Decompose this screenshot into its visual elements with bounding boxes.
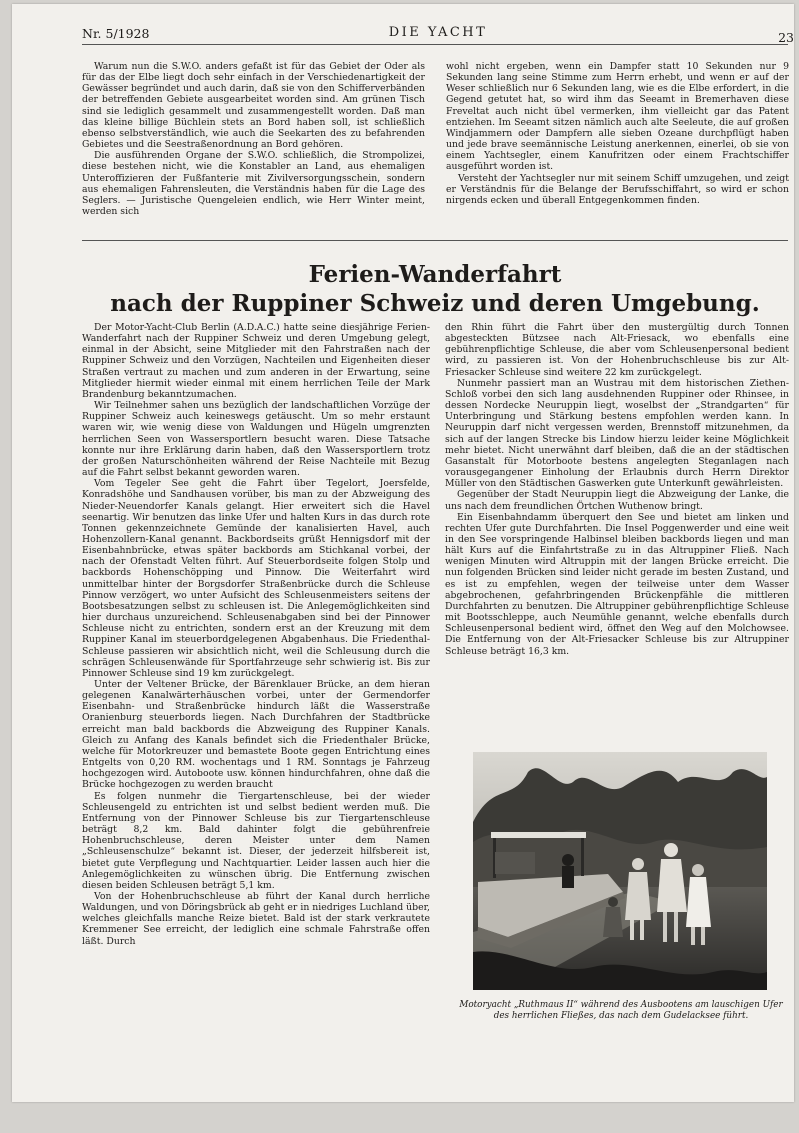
photo-caption: Motoryacht „Ruthmaus II“ während des Ausbootens am lauschigen Ufer des herrlichen Fließes, das nach dem Gudelacksee führt. bbox=[459, 1000, 783, 1021]
page-number: 23 bbox=[778, 30, 794, 45]
paragraph: Gegenüber der Stadt Neuruppin liegt die Abzweigung der Lanke, die uns nach dem freundlichen Örtchen Wuthenow bringt. bbox=[445, 489, 789, 512]
paragraph: Die ausführenden Organe der S.W.O. schließlich, die Strompolizei, diese bestehen nicht, wie die Konstabler an Land, aus ehemaligen Unteroffizieren der Fußfanterie mit Zivilversorgungsschein, sondern aus ehemaligen Fahrensleuten, die Verständnis haben für die Lage des Seglers. — Juristische Quengeleien endlich, wie Herr Winter meint, werden sich bbox=[82, 150, 425, 218]
article-right-column bbox=[445, 322, 789, 657]
paragraph: Von der Hohenbruchschleuse ab führt der Kanal durch herrliche Waldungen, und von Döringsbrück ab geht er in niedriges Luchland über, welches gleichfalls manche Reize bietet. Bald ist der stark verkrautete Kremmener See erreicht, der lediglich eine schmale Fahrstraße offen läßt. Durch bbox=[82, 890, 430, 947]
photo-illustration bbox=[473, 752, 767, 990]
paragraph: Warum nun die S.W.O. anders gefaßt ist für das Gebiet der Oder als für das der Elbe liegt doch sehr einfach in der Verschiedenartigkeit der Gewässer begründet und auch darin, daß sie von den Schifferverbänden der betreffenden Gebiete ausgearbeitet worden sind. Am grünen Tisch sind sie lediglich gesammelt und zusammengestellt worden. Daß man das kleine billige Büchlein stets an Bord haben soll, ist schließlich ebenso selbstverständlich, wie auch die Seekarten des zu befahrenden Gebietes und die Seestraßenordnung an Bord gehören. bbox=[82, 61, 425, 151]
paragraph: Unter der Veltener Brücke, der Bärenklauer Brücke, an dem hieran gelegenen Kanalwärterhäuschen vorbei, unter der Germendorfer Eisenbahn- und Straßenbrücke hindurch läßt die Wasserstraße Oranienburg steuerbords liegen. Nach Durchfahren der Stadtbrücke erreicht man bald backbords die Abzweigung des Ruppiner Kanals. Gleich zu Anfang des Kanals befindet sich die Friedenthaler Brücke, welche für Motorkreuzer und bemastete Boote gegen Entrichtung eines Entgelts von 0,20 RM. wochentags und 1 RM. Sonntags je Fahrzeug hochgezogen wird. Autoboote usw. können hindurchfahren, ohne daß die Brücke hochgezogen zu werden braucht bbox=[82, 679, 430, 791]
top-right-column bbox=[446, 61, 789, 206]
title-line-1: Ferien-Wanderfahrt bbox=[308, 261, 562, 288]
title-line-2: nach der Ruppiner Schweiz und deren Umgebung. bbox=[110, 290, 760, 317]
magazine-page bbox=[12, 4, 794, 1102]
paragraph: Versteht der Yachtsegler nur mit seinem Schiff umzugehen, und zeigt er Verständnis für die Belange der Berufsschiffahrt, so wird er schon nirgends ecken und überall Entgegenkommen finden. bbox=[446, 172, 789, 206]
paragraph: Ein Eisenbahndamm überquert den See und bietet am linken und rechten Ufer gute Durchfahrten. Die Insel Poggenwerder und eine weit in den See vorspringende Halbinsel bleiben backbords liegen und man hält Kurs auf die Einfahrtstraße zu in das Altruppiner Fließ. Nach wenigen Minuten wird Altruppin mit der langen Brücke erreicht. Die nun folgenden Brücken sind leider nicht gerade im besten Zustand, und es ist zu empfehlen, wegen der teilweise unter dem Wasser abgebrochenen, gefahrbringenden Brückenpfähle die mittleren Durchfahrten zu benutzen. Die Altruppiner gebührenpflichtige Schleuse mit Bootsschleppe, auch Neumühle genannt, welche ebenfalls durch Schleusenpersonal bedient wird, öffnet den Weg auf den Molchowsee. Die Entfernung von der Alt-Friesacker Schleuse bis zur Altruppiner Schleuse beträgt 16,3 km. bbox=[445, 511, 789, 657]
yacht-photo bbox=[473, 752, 767, 990]
paragraph: Es folgen nunmehr die Tiergartenschleuse, bei der wieder Schleusengeld zu entrichten ist und selbst bedient werden muß. Die Entfernung von der Pinnower Schleuse bis zur Tiergartenschleuse beträgt 8,2 km. Bald dahinter folgt die gebührenfreie Hohenbruchschleuse, deren Meister unter dem Namen „Schleusenschulze“ bekannt ist. Dieser, der jederzeit hilfsbereit ist, bietet gute Verpflegung und Nachtquartier. Leider lassen auch hier die Anlegemöglichkeiten zu wünschen übrig. Die Entfernung zwischen diesen beiden Schleusen beträgt 5,1 km. bbox=[82, 790, 430, 891]
article-left-column bbox=[82, 322, 430, 947]
page-header bbox=[82, 24, 794, 44]
section-rule bbox=[82, 240, 788, 241]
magazine-title: DIE YACHT bbox=[388, 25, 488, 40]
paragraph: Nunmehr passiert man an Wustrau mit dem historischen Ziethen-Schloß vorbei den sich lang ausdehnenden Ruppiner oder Rhinsee, in dessen Nordecke Neuruppin liegt, woselbst der „Strandgarten“ für Unterbringung und Stärkung bestens empfohlen werden kann. In Neuruppin darf nicht vergessen werden, Brennstoff mitzunehmen, da sich auf der langen Strecke bis Lindow hierzu leider keine Möglichkeit mehr bietet. Nicht unerwähnt darf bleiben, daß die an der städtischen Gasanstalt für Motorboote bestens angelegten Steganlagen nach vorausgegangener Einholung der Erlaubnis durch Herrn Direktor Müller von den Städtischen Gaswerken gute Unterkunft gewährleisten. bbox=[445, 377, 789, 490]
issue-number: Nr. 5/1928 bbox=[82, 26, 150, 41]
article-title bbox=[82, 260, 788, 318]
top-left-column bbox=[82, 61, 425, 217]
paragraph: Vom Tegeler See geht die Fahrt über Tegelort, Joersfelde, Konradshöhe und Sandhausen vorüber, bis man zu der Abzweigung des Nieder-Neuendorfer Kanals gelangt. Hier erweitert sich die Havel seenartig. Wir benutzen das linke Ufer und halten Kurs in das durch rote Tonnen gekennzeichnete Gemünde der kanalisierten Havel, auch Hohenzollern-Kanal genannt. Backbordseits grüßt Hennigsdorf mit der Eisenbahnbrücke, etwas später backbords am Stichkanal vorbei, der nach der Ofenstadt Velten führt. Auf Steuerbordseite folgen Stolp und backbords Hohenschöpping und Pinnow. Die Weiterfahrt wird unmittelbar hinter der Borgsdorfer Straßenbrücke durch die Schleuse Pinnow verzögert, wo unter Aufsicht des Schleusenmeisters seitens der Bootsbesatzungen selbst zu schleusen ist. Die Anlegemöglichkeiten sind hier durchaus unzureichend. Schleusenabgaben sind bei der Pinnower Schleuse nicht zu entrichten, sondern erst an der Kreuzung mit dem Ruppiner Kanal im steuerbordgelegenen Abgabenhaus. Die Friedenthal-Schleuse passieren wir absichtlich nicht, weil die Schleusung durch die schrägen Schleusenwände für Sportfahrzeuge sehr schwierig ist. Bis zur Pinnower Schleuse sind 19 km zurückgelegt. bbox=[82, 478, 430, 679]
paragraph: Wir Teilnehmer sahen uns bezüglich der landschaftlichen Vorzüge der Ruppiner Schweiz auch keineswegs getäuscht. Um so mehr erstaunt waren wir, wie wenig diese von Waldungen und Hügeln umgrenzten herrlichen Seen von Wassersportlern besucht waren. Diese Tatsache konnte nur ihre Erklärung darin haben, daß den Wassersportlern trotz der großen Naturschönheiten während der Reise Nachteile mit Bezug auf die Fahrt selbst bekannt geworden waren. bbox=[82, 400, 430, 479]
header-rule bbox=[82, 44, 788, 45]
paragraph: Der Motor-Yacht-Club Berlin (A.D.A.C.) hatte seine diesjährige Ferien-Wanderfahrt nach der Ruppiner Schweiz und deren Umgebung gelegt, einmal in der Absicht, seine Mitglieder mit den Fahrstraßen nach der Ruppiner Schweiz und den Vorzügen, Nachteilen und Eigenheiten dieser Straßen vertraut zu machen und zum anderen in der Erwartung, seine Mitglieder hiermit wieder einmal mit einem herrlichen Teile der Mark Brandenburg bekanntzumachen. bbox=[82, 322, 430, 400]
paragraph: den Rhin führt die Fahrt über den mustergültig durch Tonnen abgesteckten Bützsee nach Alt-Friesack, wo ebenfalls eine gebührenpflichtige Schleuse, die aber vom Schleusenpersonal bedient wird, zu passieren ist. Von der Hohenbruchschleuse bis zur Alt-Friesacker Schleuse sind weitere 22 km zurückgelegt. bbox=[445, 322, 789, 378]
paragraph: wohl nicht ergeben, wenn ein Dampfer statt 10 Sekunden nur 9 Sekunden lang seine Stimme zum Herrn erhebt, und wenn er auf der Weser schließlich nur 6 Sekunden lang, wie es die Elbe erfordert, in die Gegend getutet hat, so wird ihm das Seeamt in Bremerhaven diese Freveltat auch nicht übel vermerken, ihm vielleicht gar das Patent entziehen. Im Seeamt sitzen nämlich auch alte Seeleute, die auf großen Windjammern oder Dampfern alle sieben Ozeane durchpflügt haben und jede brave seemännische Leistung anerkennen, einerlei, ob sie von einem Yachtsegler, einem Kanufritzen oder einem Frachtschiffer ausgeführt worden ist. bbox=[446, 61, 789, 173]
